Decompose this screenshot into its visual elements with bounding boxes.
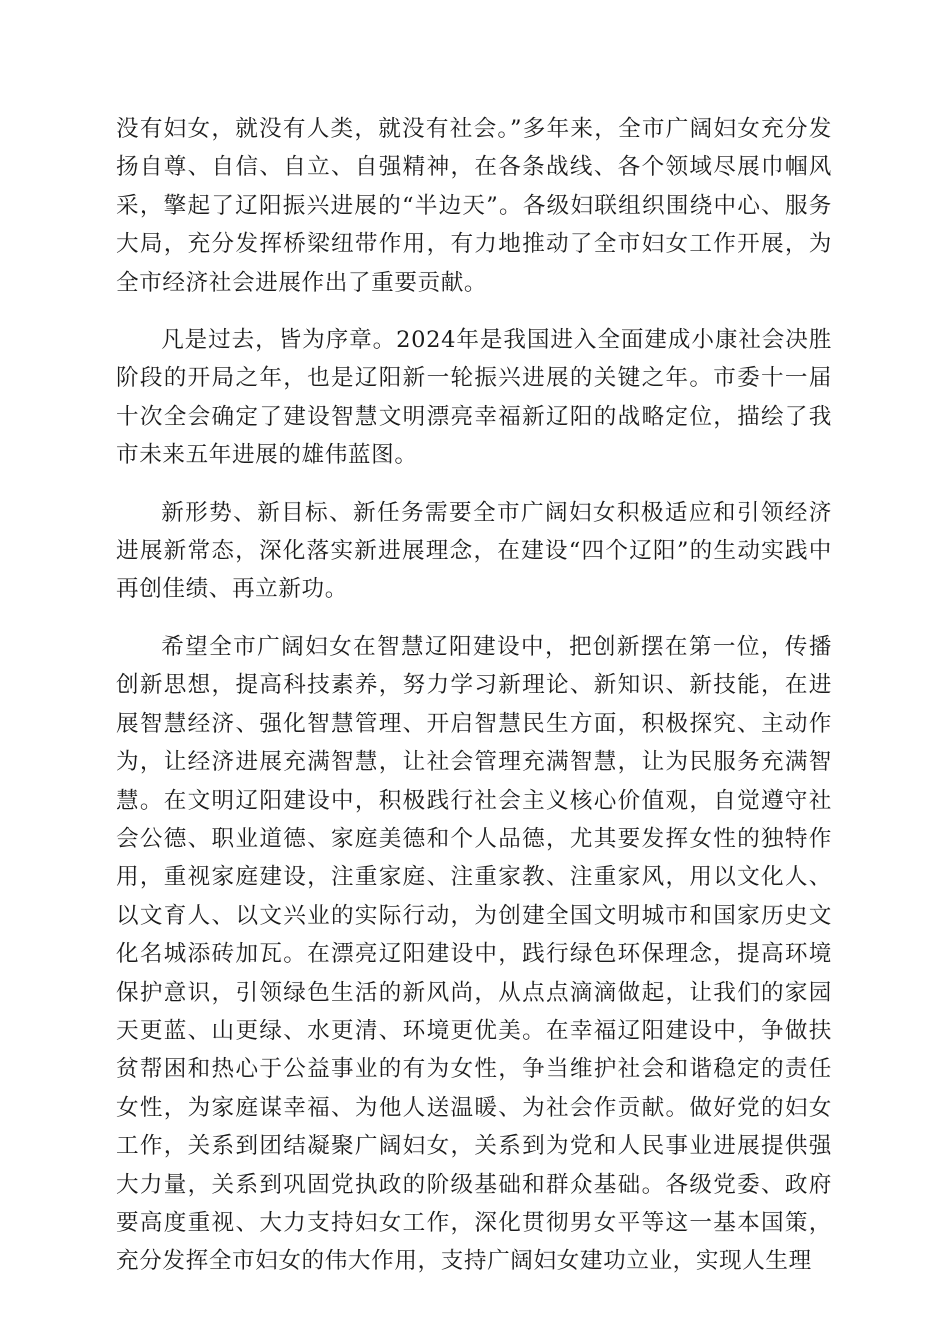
document-body	[116, 110, 832, 1300]
paragraph-1: 没有妇女，就没有人类，就没有社会。”多年来，全市广阔妇女充分发扬自尊、自信、自立、自强精神，在各条战线、各个领域尽展巾帼风采，擎起了辽阳振兴进展的“半边天”。各级妇联组织围绕中心、服务大局，充分发挥桥梁纽带作用，有力地推动了全市妇女工作开展，为全市经济社会进展作出了重要贡献。	[116, 116, 832, 296]
paragraph-4: 希望全市广阔妇女在智慧辽阳建设中，把创新摆在第一位，传播创新思想，提高科技素养，努力学习新理论、新知识、新技能，在进展智慧经济、强化智慧管理、开启智慧民生方面，积极探究、主动作为，让经济进展充满智慧，让社会管理充满智慧，让为民服务充满智慧。在文明辽阳建设中，积极践行社会主义核心价值观，自觉遵守社会公德、职业道德、家庭美德和个人品德，尤其要发挥女性的独特作用，重视家庭建设，注重家庭、注重家教、注重家风，用以文化人、以文育人、以文兴业的实际行动，为创建全国文明城市和国家历史文化名城添砖加瓦。在漂亮辽阳建设中，践行绿色环保理念，提高环境保护意识，引领绿色生活的新风尚，从点点滴滴做起，让我们的家园天更蓝、山更绿、水更清、环境更优美。在幸福辽阳建设中，争做扶贫帮困和热心于公益事业的有为女性，争当维护社会和谐稳定的责任女性，为家庭谋幸福、为他人送温暖、为社会作贡献。做好党的妇女工作，关系到团结凝聚广阔妇女，关系到为党和人民事业进展提供强大力量，关系到巩固党执政的阶级基础和群众基础。各级党委、政府要高度重视、大力支持妇女工作，深化贯彻男女平等这一基本国策，充分发挥全市妇女的伟大作用，支持广阔妇女建功立业，实现人生理	[116, 633, 832, 1275]
paragraph-2: 凡是过去，皆为序章。2024年是我国进入全面建成小康社会决胜阶段的开局之年，也是辽阳新一轮振兴进展的关键之年。市委十一届十次全会确定了建设智慧文明漂亮幸福新辽阳的战略定位，描绘了我市未来五年进展的雄伟蓝图。	[116, 327, 832, 469]
paragraph-3: 新形势、新目标、新任务需要全市广阔妇女积极适应和引领经济进展新常态，深化落实新进展理念，在建设“四个辽阳”的生动实践中再创佳绩、再立新功。	[116, 499, 832, 603]
